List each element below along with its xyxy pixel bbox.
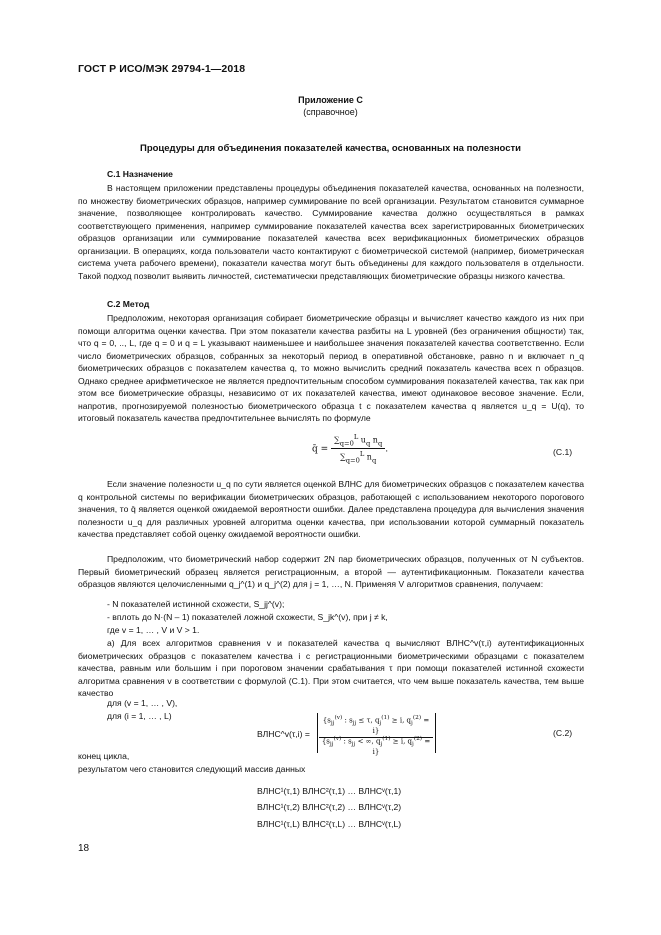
annex-title: Процедуры для объединения показателей качества, основанных на полезности [139, 143, 522, 154]
bullet-false-similarity: - вплоть до N·(N – 1) показателей ложной схожести, S_jk^(v), при j ≠ k, [107, 612, 388, 622]
section-c1-heading: С.1 Назначение [107, 169, 173, 179]
formula-c1-denominator: $\sum_{q=0}^L$ $n_q$ [340, 450, 377, 465]
annex-label: Приложение С [298, 95, 363, 105]
result-text: результатом чего становится следующий массив данных [78, 764, 306, 774]
formula-c1-fraction [331, 433, 385, 465]
section-c1-body: В настоящем приложении представлены процедуры объединения показателей качества, основанных на полезности, по множеству биометрических образцов, например суммирование по всей организации. Результатом становится суммарное значение, позволяющее контролировать качество. Суммирование качества должно осуществляться в рамках соответствующего применения, например суммирование показателей качества всех зарегистрированных биометрических образцов организации или суммирование показателей качества всех верификационных биометрических образцов организации. В операциях, когда пользователи часто контактируют с биометрической системой (например, биометрическая система учета рабочего времени), показатели качества могут быть объединены для каждого пользователя в отдельности. Такой подход позволит выявить личностей, систематически представляющих биометрические образцы низкого качества. [78, 183, 584, 281]
annex-type: (справочное) [303, 107, 358, 117]
bullet-true-similarity: - N показателей истинной схожести, S_jj^(v); [107, 599, 285, 609]
formula-c1-numerator: $\sum_{q=0}^L$ $u_q$ $n_q$ [331, 433, 385, 449]
formula-c2-numerator: {$s_{jj}^{(v)}$ : $s_{jj} \le \tau$, $q_j^{(1)} \ge i$, $q_j^{(2)} = i$} [319, 715, 433, 738]
method-paragraph-1 [78, 312, 584, 425]
matrix-row: ВЛНС¹(τ,2) ВЛНС²(τ,2) … ВЛНСᵛ(τ,2) [257, 802, 402, 812]
formula-c1-lhs: q̄ = [312, 444, 329, 455]
method-paragraph-2-text: Если значение полезности u_q по сути является оценкой ВЛНС для биометрических образцов с показателем качества q контрольной системы по верификации биометрических образцов, работающей с использованием некоторого порогового значения, то q̄ является оценкой ожидаемой вероятности ошибки. Далее представлена процедура для вычисления значения полезности u_q для различных уровней алгоритма оценки качества, при использовании которой суммарный показатель качества представляет собой оценку ожидаемой вероятности ошибки. [78, 479, 584, 539]
method-paragraph-3 [78, 553, 584, 591]
where-clause: где v = 1, … , V и V > 1. [107, 625, 200, 635]
formula-c2-denominator: {$s_{jj}^{(v)}$ : $s_{jj}$ < ∞, $q_j^{(1)} \ge i$, $q_j^{(2)} = i$} [321, 736, 431, 756]
method-paragraph-4-text: а) Для всех алгоритмов сравнения v и показателей качества q вычисляют ВЛНС^v(τ,i) аутентификационных биометрических образцов с показателем качества i с регистрационными биометрическими образцами с показателем качества, равным или большим i при пороговом значении срабатывания τ при помощи показателей истинной схожести алгоритма сравнения v в соответствии с формулой (С.1). При этом считается, что чем выше показатель качества, тем выше качество [78, 638, 584, 698]
matrix-row: ВЛНС¹(τ,L) ВЛНС²(τ,L) … ВЛНСᵛ(τ,L) [257, 819, 402, 829]
section-c1-text [78, 182, 584, 282]
loop-i: для (i = 1, … , L) [107, 711, 172, 721]
formula-c2-lhs: ВЛНС^v(τ,i) = [257, 729, 310, 739]
document-header: ГОСТ Р ИСО/МЭК 29794-1—2018 [78, 63, 246, 75]
formula-c2-label: (С.2) [553, 728, 573, 738]
formula-c1: q̄ = $\frac{\sum_{q=0}^L u_q n_q}{\sum_{q=0}^L n_q}$ . [312, 433, 389, 465]
formula-c2-left-bar [317, 713, 318, 753]
method-paragraph-3-text: Предположим, что биометрический набор содержит 2N пар биометрических образцов, полученных от N субъектов. Первый биометрический образец является регистрационным, а второй — аутентификационным. Показатели качества образцов являются целочисленными q_j^(1) и q_j^(2) для j = 1, …, N. Применяя V алгоритмов сравнения, получаем: [78, 554, 584, 589]
method-paragraph-4 [78, 637, 584, 700]
section-c2-heading: С.2 Метод [107, 299, 150, 309]
method-paragraph-2 [78, 478, 584, 541]
formula-c2-right-bar [435, 713, 436, 753]
loop-v: для (v = 1, … , V), [107, 698, 178, 708]
formula-c1-label: (С.1) [553, 447, 573, 457]
page-number: 18 [78, 843, 90, 854]
matrix-row: ВЛНС¹(τ,1) ВЛНС²(τ,1) … ВЛНСᵛ(τ,1) [257, 786, 402, 796]
loop-end: конец цикла, [78, 751, 130, 761]
method-paragraph-1-text: Предположим, некоторая организация собирает биометрические образцы и вычисляет качество каждого из них при помощи алгоритма оценки качества. При этом показатели качества разбиты на L уровней (без ограничения общности) так, что q = 0, .., L, где q = 0 и q = L указывают наименьшее и наибольшее значения показателей качества соответственно. Если число биометрических образцов, собранных за некоторый период в оперативной обстановке, равно n и включает n_q биометрических образцов с показателем качества q, то можно вычислить средний показатель качества всех n образцов. Однако среднее арифметическое не является предпочтительным способом суммирования показателей качества, так как при этом все биометрические образцы, независимо от их показателей качества, имеют одинаковое весовое значение. Если, напротив, прогнозируемой полезностью биометрического образца t с показателем качества q является u_q = U(q), то итоговый показатель качества предпочтительнее вычислять по формуле [78, 313, 584, 423]
